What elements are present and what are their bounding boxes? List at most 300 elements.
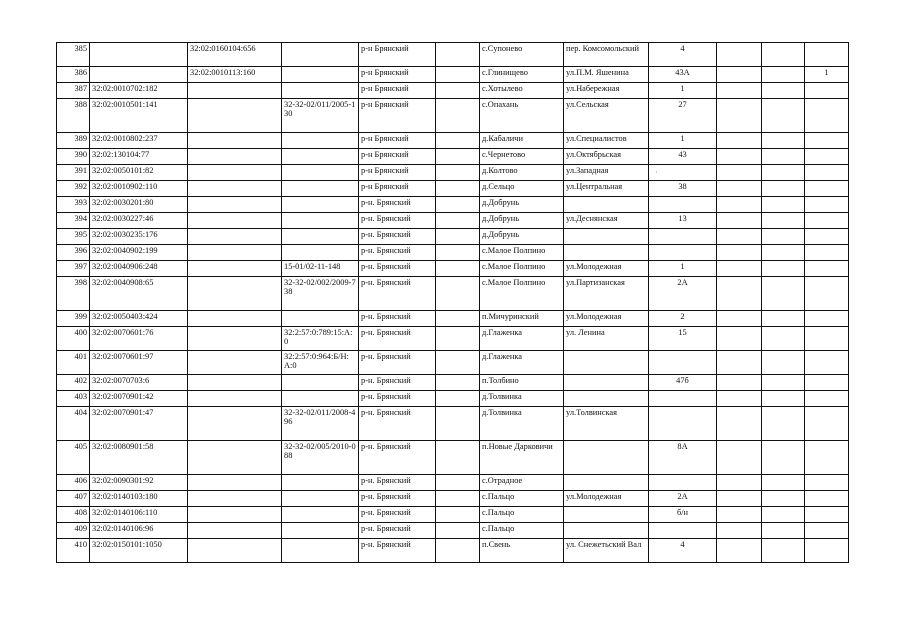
extra-value bbox=[805, 407, 849, 441]
empty-cell bbox=[436, 375, 480, 391]
street: ул.Западная bbox=[564, 165, 649, 181]
cadastral-number: 32:02:0150101:1050 bbox=[90, 539, 188, 563]
registration-number bbox=[282, 197, 359, 213]
registration-number bbox=[282, 523, 359, 539]
table-row bbox=[57, 539, 849, 563]
extra-value bbox=[805, 375, 849, 391]
registration-number bbox=[282, 245, 359, 261]
empty-cell bbox=[717, 99, 762, 133]
cadastral-number: 32:02:0080901:58 bbox=[90, 441, 188, 475]
registration-number bbox=[282, 375, 359, 391]
extra-value bbox=[805, 245, 849, 261]
district: р-н. Брянский bbox=[359, 261, 436, 277]
house-number: 1 bbox=[649, 83, 717, 99]
extra-value bbox=[805, 277, 849, 311]
settlement: с.Супонево bbox=[480, 43, 564, 67]
house-number: 38 bbox=[649, 181, 717, 197]
empty-cell bbox=[717, 245, 762, 261]
empty-cell bbox=[762, 407, 805, 441]
cadastral-number-alt bbox=[188, 181, 282, 197]
settlement: п.Свень bbox=[480, 539, 564, 563]
street bbox=[564, 507, 649, 523]
cadastral-number: 32:02:0140103:180 bbox=[90, 491, 188, 507]
table-body bbox=[57, 43, 849, 563]
house-number bbox=[649, 165, 717, 181]
house-number: 4 bbox=[649, 539, 717, 563]
empty-cell bbox=[762, 229, 805, 245]
district: р-н. Брянский bbox=[359, 351, 436, 375]
settlement: д.Толвинка bbox=[480, 407, 564, 441]
district: р-н. Брянский bbox=[359, 507, 436, 523]
cadastral-number: 32:02:0010902:110 bbox=[90, 181, 188, 197]
house-number: 1 bbox=[649, 261, 717, 277]
extra-value bbox=[805, 213, 849, 229]
empty-cell bbox=[717, 327, 762, 351]
registration-number bbox=[282, 311, 359, 327]
registration-number bbox=[282, 213, 359, 229]
table-row bbox=[57, 277, 849, 311]
empty-cell bbox=[762, 507, 805, 523]
empty-cell bbox=[436, 149, 480, 165]
registration-number: 15-01/02-11-148 bbox=[282, 261, 359, 277]
registration-number bbox=[282, 149, 359, 165]
registration-number bbox=[282, 43, 359, 67]
cadastral-number: 32:02:0140106:110 bbox=[90, 507, 188, 523]
house-number: 8А bbox=[649, 441, 717, 475]
empty-cell bbox=[717, 539, 762, 563]
cadastral-number-alt bbox=[188, 99, 282, 133]
extra-value bbox=[805, 99, 849, 133]
cadastral-number-alt bbox=[188, 351, 282, 375]
table-row bbox=[57, 83, 849, 99]
empty-cell bbox=[717, 83, 762, 99]
row-number: 402 bbox=[57, 375, 90, 391]
district: р-н Брянский bbox=[359, 67, 436, 83]
empty-cell bbox=[436, 539, 480, 563]
row-number: 408 bbox=[57, 507, 90, 523]
settlement: д.Глаженка bbox=[480, 327, 564, 351]
empty-cell bbox=[436, 475, 480, 491]
empty-cell bbox=[717, 523, 762, 539]
street: ул.Молодежная bbox=[564, 311, 649, 327]
settlement: д.Добрунь bbox=[480, 197, 564, 213]
district: р-н Брянский bbox=[359, 99, 436, 133]
cadastral-number-alt bbox=[188, 245, 282, 261]
empty-cell bbox=[762, 311, 805, 327]
settlement: д.Толвинка bbox=[480, 391, 564, 407]
table-row bbox=[57, 133, 849, 149]
settlement: с.Пальцо bbox=[480, 491, 564, 507]
street: ул.Центральная bbox=[564, 181, 649, 197]
district: р-н. Брянский bbox=[359, 523, 436, 539]
property-register-table bbox=[56, 42, 849, 563]
registration-number: 32-32-02/005/2010-088 bbox=[282, 441, 359, 475]
settlement: с.Глинищево bbox=[480, 67, 564, 83]
cadastral-number: 32:02:0040906:248 bbox=[90, 261, 188, 277]
district: р-н. Брянский bbox=[359, 375, 436, 391]
table-row bbox=[57, 491, 849, 507]
table-row bbox=[57, 523, 849, 539]
street: ул.Партизанская bbox=[564, 277, 649, 311]
cadastral-number: 32:02:0010501:141 bbox=[90, 99, 188, 133]
table-row bbox=[57, 213, 849, 229]
extra-value bbox=[805, 507, 849, 523]
settlement: с.Отрадное bbox=[480, 475, 564, 491]
cadastral-number bbox=[90, 67, 188, 83]
cadastral-number: 32:02:0070601:97 bbox=[90, 351, 188, 375]
empty-cell bbox=[436, 133, 480, 149]
house-number: 2А bbox=[649, 277, 717, 311]
row-number: 394 bbox=[57, 213, 90, 229]
cadastral-number: 32:02:0040908:65 bbox=[90, 277, 188, 311]
house-number: 4 bbox=[649, 43, 717, 67]
empty-cell bbox=[762, 149, 805, 165]
empty-cell bbox=[436, 197, 480, 213]
extra-value bbox=[805, 149, 849, 165]
empty-cell bbox=[717, 351, 762, 375]
empty-cell bbox=[436, 277, 480, 311]
registration-number bbox=[282, 507, 359, 523]
cadastral-number-alt bbox=[188, 261, 282, 277]
empty-cell bbox=[436, 407, 480, 441]
street: ул.Октябрьская bbox=[564, 149, 649, 165]
row-number: 400 bbox=[57, 327, 90, 351]
cadastral-number-alt bbox=[188, 229, 282, 245]
house-number bbox=[649, 245, 717, 261]
registration-number bbox=[282, 67, 359, 83]
empty-cell bbox=[436, 327, 480, 351]
street: ул.Специалистов bbox=[564, 133, 649, 149]
row-number: 404 bbox=[57, 407, 90, 441]
empty-cell bbox=[762, 245, 805, 261]
empty-cell bbox=[436, 507, 480, 523]
settlement: п.Мичуринский bbox=[480, 311, 564, 327]
district: р-н. Брянский bbox=[359, 311, 436, 327]
district: р-н. Брянский bbox=[359, 245, 436, 261]
extra-value bbox=[805, 311, 849, 327]
extra-value bbox=[805, 351, 849, 375]
cadastral-number-alt bbox=[188, 375, 282, 391]
house-number bbox=[649, 407, 717, 441]
house-number bbox=[649, 475, 717, 491]
empty-cell bbox=[762, 43, 805, 67]
empty-cell bbox=[717, 441, 762, 475]
house-number: 2 bbox=[649, 311, 717, 327]
table-row bbox=[57, 245, 849, 261]
district: р-н Брянский bbox=[359, 181, 436, 197]
street: ул.Толвинская bbox=[564, 407, 649, 441]
scan-speck: · bbox=[655, 168, 658, 177]
empty-cell bbox=[762, 475, 805, 491]
registration-number bbox=[282, 391, 359, 407]
extra-value bbox=[805, 83, 849, 99]
house-number: 47б bbox=[649, 375, 717, 391]
row-number: 393 bbox=[57, 197, 90, 213]
registration-number bbox=[282, 83, 359, 99]
cadastral-number: 32:02:0040902:199 bbox=[90, 245, 188, 261]
table-row bbox=[57, 375, 849, 391]
district: р-н. Брянский bbox=[359, 539, 436, 563]
empty-cell bbox=[436, 351, 480, 375]
house-number: 13 bbox=[649, 213, 717, 229]
cadastral-number: 32:02:0030201:80 bbox=[90, 197, 188, 213]
table-row bbox=[57, 165, 849, 181]
registration-number bbox=[282, 475, 359, 491]
empty-cell bbox=[762, 327, 805, 351]
empty-cell bbox=[717, 43, 762, 67]
cadastral-number: 32:02:0030227:46 bbox=[90, 213, 188, 229]
empty-cell bbox=[717, 133, 762, 149]
cadastral-number-alt bbox=[188, 197, 282, 213]
table-row bbox=[57, 99, 849, 133]
row-number: 403 bbox=[57, 391, 90, 407]
empty-cell bbox=[762, 539, 805, 563]
row-number: 388 bbox=[57, 99, 90, 133]
empty-cell bbox=[717, 181, 762, 197]
empty-cell bbox=[762, 391, 805, 407]
extra-value bbox=[805, 261, 849, 277]
extra-value bbox=[805, 43, 849, 67]
row-number: 398 bbox=[57, 277, 90, 311]
district: р-н. Брянский bbox=[359, 197, 436, 213]
empty-cell bbox=[717, 213, 762, 229]
street bbox=[564, 441, 649, 475]
district: р-н. Брянский bbox=[359, 407, 436, 441]
row-number: 410 bbox=[57, 539, 90, 563]
row-number: 385 bbox=[57, 43, 90, 67]
empty-cell bbox=[436, 67, 480, 83]
extra-value: 1 bbox=[805, 67, 849, 83]
cadastral-number: 32:02:0050403:424 bbox=[90, 311, 188, 327]
cadastral-number-alt bbox=[188, 391, 282, 407]
district: р-н Брянский bbox=[359, 149, 436, 165]
empty-cell bbox=[436, 83, 480, 99]
cadastral-number-alt bbox=[188, 441, 282, 475]
cadastral-number: 32:02:0010802:237 bbox=[90, 133, 188, 149]
cadastral-number: 32:02:0090301:92 bbox=[90, 475, 188, 491]
empty-cell bbox=[717, 507, 762, 523]
street: ул.П.М. Яшенина bbox=[564, 67, 649, 83]
extra-value bbox=[805, 229, 849, 245]
row-number: 405 bbox=[57, 441, 90, 475]
empty-cell bbox=[717, 407, 762, 441]
cadastral-number-alt bbox=[188, 523, 282, 539]
empty-cell bbox=[436, 165, 480, 181]
street: ул.Деснянская bbox=[564, 213, 649, 229]
cadastral-number: 32:02:0070901:42 bbox=[90, 391, 188, 407]
empty-cell bbox=[762, 491, 805, 507]
street: ул. Снежетьский Вал bbox=[564, 539, 649, 563]
row-number: 397 bbox=[57, 261, 90, 277]
table-row bbox=[57, 229, 849, 245]
extra-value bbox=[805, 327, 849, 351]
street bbox=[564, 351, 649, 375]
settlement: с.Малое Полпино bbox=[480, 261, 564, 277]
table-row bbox=[57, 67, 849, 83]
house-number: 2А bbox=[649, 491, 717, 507]
cadastral-number-alt bbox=[188, 277, 282, 311]
table-row bbox=[57, 327, 849, 351]
cadastral-number-alt bbox=[188, 327, 282, 351]
cadastral-number bbox=[90, 43, 188, 67]
row-number: 395 bbox=[57, 229, 90, 245]
cadastral-number-alt bbox=[188, 149, 282, 165]
empty-cell bbox=[436, 181, 480, 197]
empty-cell bbox=[762, 277, 805, 311]
cadastral-number: 32:02:0140106:96 bbox=[90, 523, 188, 539]
empty-cell bbox=[717, 149, 762, 165]
empty-cell bbox=[436, 99, 480, 133]
settlement: д.Добрунь bbox=[480, 213, 564, 229]
cadastral-number-alt bbox=[188, 213, 282, 229]
empty-cell bbox=[717, 261, 762, 277]
cadastral-number: 32:02:0030235:176 bbox=[90, 229, 188, 245]
district: р-н Брянский bbox=[359, 43, 436, 67]
district: р-н. Брянский bbox=[359, 391, 436, 407]
registration-number: 32:2:57:0:964:Б/Н:А:0 bbox=[282, 351, 359, 375]
empty-cell bbox=[436, 311, 480, 327]
settlement: д.Колтово bbox=[480, 165, 564, 181]
table-row bbox=[57, 311, 849, 327]
empty-cell bbox=[762, 261, 805, 277]
street bbox=[564, 245, 649, 261]
row-number: 391 bbox=[57, 165, 90, 181]
empty-cell bbox=[762, 181, 805, 197]
cadastral-number-alt bbox=[188, 475, 282, 491]
row-number: 399 bbox=[57, 311, 90, 327]
settlement: п.Новые Дарковичи bbox=[480, 441, 564, 475]
empty-cell bbox=[436, 261, 480, 277]
registration-number: 32-32-02/011/2005-130 bbox=[282, 99, 359, 133]
district: р-н. Брянский bbox=[359, 491, 436, 507]
cadastral-number-alt: 32:02:0160104:656 bbox=[188, 43, 282, 67]
row-number: 390 bbox=[57, 149, 90, 165]
row-number: 386 bbox=[57, 67, 90, 83]
row-number: 396 bbox=[57, 245, 90, 261]
house-number: 43 bbox=[649, 149, 717, 165]
empty-cell bbox=[762, 83, 805, 99]
registration-number: 32-32-02/011/2008-496 bbox=[282, 407, 359, 441]
settlement: д.Кабаличи bbox=[480, 133, 564, 149]
empty-cell bbox=[717, 277, 762, 311]
street bbox=[564, 523, 649, 539]
registration-number bbox=[282, 229, 359, 245]
street: ул. Ленина bbox=[564, 327, 649, 351]
empty-cell bbox=[762, 133, 805, 149]
house-number bbox=[649, 197, 717, 213]
table-row bbox=[57, 407, 849, 441]
table-row bbox=[57, 441, 849, 475]
settlement: с.Хотылево bbox=[480, 83, 564, 99]
empty-cell bbox=[436, 441, 480, 475]
empty-cell bbox=[762, 165, 805, 181]
registration-number bbox=[282, 133, 359, 149]
cadastral-number: 32:02:0070601:76 bbox=[90, 327, 188, 351]
cadastral-number: 32:02:0070901:47 bbox=[90, 407, 188, 441]
row-number: 406 bbox=[57, 475, 90, 491]
registration-number bbox=[282, 181, 359, 197]
extra-value bbox=[805, 197, 849, 213]
settlement: с.Пальцо bbox=[480, 507, 564, 523]
cadastral-number-alt bbox=[188, 165, 282, 181]
empty-cell bbox=[762, 213, 805, 229]
table-row bbox=[57, 43, 849, 67]
registration-number: 32:2:57:0:789:15:А:0 bbox=[282, 327, 359, 351]
house-number: 1 bbox=[649, 133, 717, 149]
row-number: 409 bbox=[57, 523, 90, 539]
settlement: с.Малое Полпино bbox=[480, 245, 564, 261]
empty-cell bbox=[717, 197, 762, 213]
empty-cell bbox=[717, 391, 762, 407]
cadastral-number: 32:02:0070703:6 bbox=[90, 375, 188, 391]
empty-cell bbox=[762, 67, 805, 83]
cadastral-number-alt bbox=[188, 539, 282, 563]
district: р-н. Брянский bbox=[359, 229, 436, 245]
street bbox=[564, 375, 649, 391]
house-number bbox=[649, 351, 717, 375]
row-number: 392 bbox=[57, 181, 90, 197]
registration-number bbox=[282, 539, 359, 563]
empty-cell bbox=[717, 491, 762, 507]
row-number: 389 bbox=[57, 133, 90, 149]
street: ул.Молодежная bbox=[564, 491, 649, 507]
empty-cell bbox=[436, 523, 480, 539]
street: ул.Набережная bbox=[564, 83, 649, 99]
table-row bbox=[57, 181, 849, 197]
settlement: д.Глаженка bbox=[480, 351, 564, 375]
empty-cell bbox=[717, 229, 762, 245]
extra-value bbox=[805, 539, 849, 563]
street: ул.Молодежная bbox=[564, 261, 649, 277]
empty-cell bbox=[717, 475, 762, 491]
extra-value bbox=[805, 391, 849, 407]
empty-cell bbox=[436, 245, 480, 261]
street bbox=[564, 391, 649, 407]
street bbox=[564, 197, 649, 213]
house-number: б/н bbox=[649, 507, 717, 523]
district: р-н. Брянский bbox=[359, 475, 436, 491]
empty-cell bbox=[762, 99, 805, 133]
registration-number: 32-32-02/002/2009-738 bbox=[282, 277, 359, 311]
empty-cell bbox=[436, 391, 480, 407]
house-number: 15 bbox=[649, 327, 717, 351]
settlement: д.Добрунь bbox=[480, 229, 564, 245]
row-number: 407 bbox=[57, 491, 90, 507]
table-row bbox=[57, 507, 849, 523]
district: р-н Брянский bbox=[359, 165, 436, 181]
cadastral-number-alt bbox=[188, 83, 282, 99]
table-row bbox=[57, 351, 849, 375]
empty-cell bbox=[436, 43, 480, 67]
empty-cell bbox=[436, 213, 480, 229]
extra-value bbox=[805, 133, 849, 149]
empty-cell bbox=[717, 375, 762, 391]
extra-value bbox=[805, 181, 849, 197]
district: р-н Брянский bbox=[359, 133, 436, 149]
street bbox=[564, 229, 649, 245]
house-number: 43А bbox=[649, 67, 717, 83]
empty-cell bbox=[762, 441, 805, 475]
street: ул.Сельская bbox=[564, 99, 649, 133]
street bbox=[564, 475, 649, 491]
registration-number bbox=[282, 165, 359, 181]
cadastral-number: 32:02:130104:77 bbox=[90, 149, 188, 165]
cadastral-number-alt bbox=[188, 311, 282, 327]
district: р-н. Брянский bbox=[359, 441, 436, 475]
settlement: с.Малое Полпино bbox=[480, 277, 564, 311]
house-number bbox=[649, 391, 717, 407]
table-row bbox=[57, 197, 849, 213]
